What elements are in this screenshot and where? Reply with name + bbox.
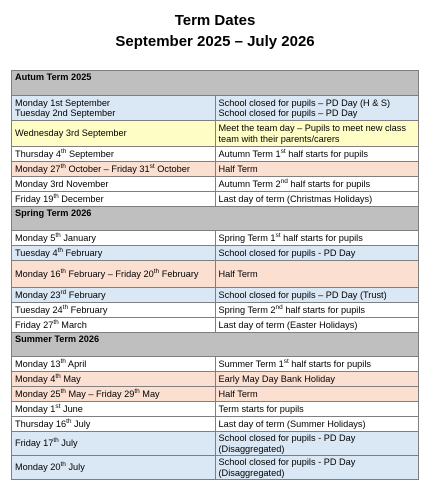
table-row bbox=[12, 357, 419, 372]
event-cell: Autumn Term 2nd half starts for pupils bbox=[215, 177, 419, 192]
event-cell: School closed for pupils - PD Day bbox=[215, 246, 419, 261]
term-header-row bbox=[12, 333, 419, 357]
event-cell: Half Term bbox=[215, 261, 419, 288]
date-cell: Thursday 16th July bbox=[12, 417, 216, 432]
date-cell: Friday 17th July bbox=[12, 432, 216, 456]
table-row bbox=[12, 231, 419, 246]
table-row bbox=[12, 372, 419, 387]
date-cell: Monday 5th January bbox=[12, 231, 216, 246]
event-cell: Term starts for pupils bbox=[215, 402, 419, 417]
term-header-label: Autum Term 2025 bbox=[12, 71, 419, 96]
date-cell: Thursday 4th September bbox=[12, 147, 216, 162]
date-cell: Monday 4th May bbox=[12, 372, 216, 387]
table-row bbox=[12, 288, 419, 303]
date-cell: Friday 19th December bbox=[12, 192, 216, 207]
table-row bbox=[12, 162, 419, 177]
event-cell: Last day of term (Easter Holidays) bbox=[215, 318, 419, 333]
date-cell: Monday 3rd November bbox=[12, 177, 216, 192]
event-cell: School closed for pupils – PD Day (Trust) bbox=[215, 288, 419, 303]
event-cell: School closed for pupils - PD Day (Disaggregated) bbox=[215, 432, 419, 456]
term-header-row bbox=[12, 207, 419, 231]
table-row bbox=[12, 177, 419, 192]
date-cell: Monday 27th October – Friday 31st October bbox=[12, 162, 216, 177]
table-row bbox=[12, 387, 419, 402]
term-dates-body bbox=[12, 71, 419, 480]
date-cell: Tuesday 24th February bbox=[12, 303, 216, 318]
event-cell: Spring Term 1st half starts for pupils bbox=[215, 231, 419, 246]
term-header-label: Spring Term 2026 bbox=[12, 207, 419, 231]
date-cell: Friday 27th March bbox=[12, 318, 216, 333]
term-header-label: Summer Term 2026 bbox=[12, 333, 419, 357]
table-row bbox=[12, 246, 419, 261]
term-dates-table bbox=[11, 70, 419, 480]
event-cell: Early May Day Bank Holiday bbox=[215, 372, 419, 387]
event-cell: School closed for pupils - PD Day (Disaggregated) bbox=[215, 456, 419, 480]
event-cell: Spring Term 2nd half starts for pupils bbox=[215, 303, 419, 318]
event-cell: Summer Term 1st half starts for pupils bbox=[215, 357, 419, 372]
date-cell: Monday 1st June bbox=[12, 402, 216, 417]
date-cell: Tuesday 4th February bbox=[12, 246, 216, 261]
table-row bbox=[12, 303, 419, 318]
event-cell: Half Term bbox=[215, 162, 419, 177]
event-cell: Meet the team day – Pupils to meet new class team with their parents/carers bbox=[215, 121, 419, 147]
table-row bbox=[12, 432, 419, 456]
table-row bbox=[12, 261, 419, 288]
event-cell: School closed for pupils – PD Day (H & S) School closed for pupils – PD Day bbox=[215, 96, 419, 121]
event-cell: Last day of term (Christmas Holidays) bbox=[215, 192, 419, 207]
table-row bbox=[12, 318, 419, 333]
table-row bbox=[12, 417, 419, 432]
date-cell: Monday 20th July bbox=[12, 456, 216, 480]
date-cell: Monday 25th May – Friday 29th May bbox=[12, 387, 216, 402]
page-title: Term Dates bbox=[174, 12, 256, 29]
event-cell: Last day of term (Summer Holidays) bbox=[215, 417, 419, 432]
event-cell: Autumn Term 1st half starts for pupils bbox=[215, 147, 419, 162]
date-cell: Monday 16th February – Friday 20th February bbox=[12, 261, 216, 288]
table-row bbox=[12, 121, 419, 147]
table-row bbox=[12, 456, 419, 480]
date-cell: Wednesday 3rd September bbox=[12, 121, 216, 147]
date-cell: Monday 1st September Tuesday 2nd September bbox=[12, 96, 216, 121]
page-subtitle: September 2025 – July 2026 bbox=[115, 33, 315, 50]
table-row bbox=[12, 96, 419, 121]
event-cell: Half Term bbox=[215, 387, 419, 402]
table-row bbox=[12, 147, 419, 162]
table-row bbox=[12, 192, 419, 207]
date-cell: Monday 13th April bbox=[12, 357, 216, 372]
term-header-row bbox=[12, 71, 419, 96]
date-cell: Monday 23rd February bbox=[12, 288, 216, 303]
table-row bbox=[12, 402, 419, 417]
